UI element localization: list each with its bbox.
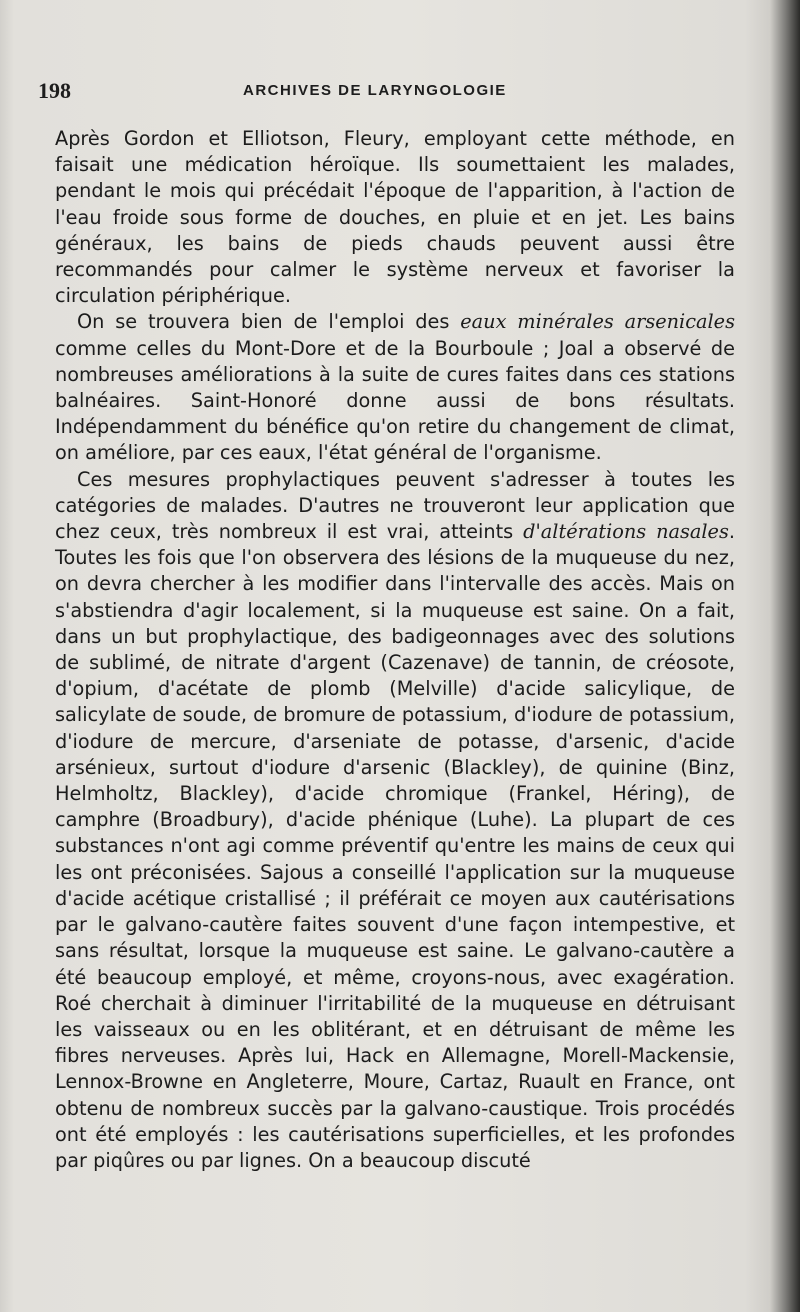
italic-phrase: eaux minérales arsenicales <box>460 310 735 334</box>
text-run: . Toutes les fois que l'on observera des lésions de la muqueuse du nez, on devra chercher à les modifier dans l'intervalle des accès. Mais on s'abstiendra d'agir localement, si la muqueuse est saine. On a fait, dans un but prophylactique, des badigeonnages avec des solutions de sublimé, de nitrate d'argent (Cazenave) de tannin, de créosote, d'opium, d'acétate de plomb (Melville) d'acide salicylique, de salicylate de soude, de bromure de potassium, d'iodure de potassium, d'iodure de mercure, d'arseniate de potasse, d'arsenic, d'acide arsénieux, surtout d'iodure d'arsenic (Blackley), de quinine (Binz, Helmholtz, Blackley), d'acide chromique (Frankel, Héring), de camphre (Broadbury), d'acide phénique (Luhe). La plupart de ces substances n'ont agi comme préventif qu'entre les mains de ceux qui les ont préconisées. Sajous a conseillé l'application sur la muqueuse d'acide acétique cristallisé ; il préférait ce moyen aux cautérisations par le galvano-cautère faites souvent d'une façon intempestive, et sans résultat, lorsque la muqueuse est saine. Le galvano-cautère a été beaucoup employé, et même, croyons-nous, avec exagération. Roé cherchait à diminuer l'irritabilité de la muqueuse en détruisant les vaisseaux ou en les oblitérant, et en détruisant de même les fibres nerveuses. Après lui, Hack en Allemagne, Morell-Mackensie, Lennox-Browne en Angleterre, Moure, Cartaz, Ruault en France, ont obtenu de nombreux succès par la galvano-caustique. Trois procédés ont été employés : les cautérisations superficielles, et les profondes par piqûres ou par lignes. On a beaucoup discuté <box>55 520 735 1172</box>
running-title: ARCHIVES DE LARYNGOLOGIE <box>243 82 507 99</box>
paragraph <box>55 126 735 309</box>
text-run: comme celles du Mont-Dore et de la Bourboule ; Joal a observé de nombreuses améliorations à la suite de cures faites dans ces stations balnéaires. Saint-Honoré donne aussi de bons résultats. Indépendamment du bénéfice qu'on retire du changement de climat, on améliore, par ces eaux, l'état général de l'organisme. <box>55 336 735 465</box>
italic-phrase: d'altérations nasales <box>523 520 729 544</box>
page-number: 198 <box>38 78 71 103</box>
page-header <box>38 78 738 108</box>
body-text <box>55 126 735 1174</box>
text-run: Ces mesures prophylactiques peuvent s'adresser à toutes les catégories de malades. D'autres ne trouveront leur application que chez ceux, très nombreux il est vrai, atteints <box>55 467 735 544</box>
text-run: On se trouvera bien de l'emploi des <box>77 310 461 334</box>
text-run: Après Gordon et Elliotson, Fleury, employant cette méthode, en faisait une médication héroïque. Ils soumettaient les malades, pendant le mois qui précédait l'époque de l'apparition, à l'action de l'eau froide sous forme de douches, en pluie et en jet. Les bains généraux, les bains de pieds chauds peuvent aussi être recommandés pour calmer le système nerveux et favoriser la circulation périphérique. <box>55 127 735 308</box>
paragraph <box>55 467 735 1174</box>
paragraph <box>55 309 735 466</box>
